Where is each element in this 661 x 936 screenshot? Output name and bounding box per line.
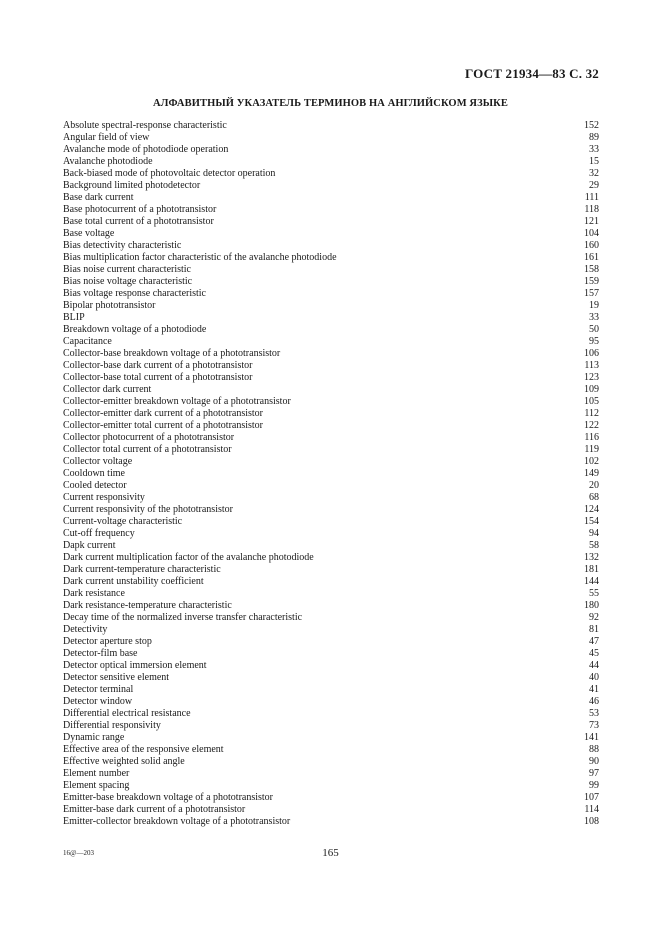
index-entry xyxy=(63,696,599,708)
entry-page: 161 xyxy=(584,251,599,263)
index-entry xyxy=(63,780,599,792)
entry-page: 114 xyxy=(584,803,599,815)
entry-term: Dark resistance-temperature characteristic xyxy=(63,599,232,611)
index-entry xyxy=(63,300,599,312)
entry-page: 111 xyxy=(584,191,599,203)
index-entry xyxy=(63,228,599,240)
entry-term: Base photocurrent of a phototransistor xyxy=(63,203,217,215)
entry-term: Bias noise current characteristic xyxy=(63,263,191,275)
entry-page: 89 xyxy=(589,131,599,143)
entry-term: Collector total current of a phototransistor xyxy=(63,443,232,455)
entry-term: Dark current-temperature characteristic xyxy=(63,563,221,575)
index-entry xyxy=(63,504,599,516)
entry-term: Collector-emitter total current of a phototransistor xyxy=(63,419,264,431)
entry-page: 73 xyxy=(589,719,599,731)
entry-term: Angular field of view xyxy=(63,131,150,143)
index-entry xyxy=(63,408,599,420)
entry-page: 132 xyxy=(584,551,599,563)
index-entry xyxy=(63,216,599,228)
entry-term: Breakdown voltage of a photodiode xyxy=(63,323,207,335)
entry-page: 104 xyxy=(584,227,599,239)
entry-term: Dark current multiplication factor of the avalanche photodiode xyxy=(63,551,314,563)
index-entry xyxy=(63,624,599,636)
document-reference: ГОСТ 21934—83 С. 32 xyxy=(465,66,599,81)
index-entry xyxy=(63,420,599,432)
entry-term: Detector aperture stop xyxy=(63,635,152,647)
entry-term: Bias multiplication factor characteristic of the avalanche photodiode xyxy=(63,251,337,263)
entry-page: 41 xyxy=(589,683,599,695)
index-entry xyxy=(63,180,599,192)
entry-term: Effective area of the responsive element xyxy=(63,743,224,755)
index-entry xyxy=(63,612,599,624)
entry-term: Emitter-collector breakdown voltage of a phototransistor xyxy=(63,815,291,827)
index-entry xyxy=(63,432,599,444)
entry-page: 44 xyxy=(589,659,599,671)
index-entry xyxy=(63,144,599,156)
index-entry xyxy=(63,468,599,480)
index-entry xyxy=(63,240,599,252)
entry-page: 50 xyxy=(589,323,599,335)
entry-term: Detector-film base xyxy=(63,647,138,659)
entry-page: 88 xyxy=(589,743,599,755)
entry-page: 46 xyxy=(589,695,599,707)
entry-page: 19 xyxy=(589,299,599,311)
entry-page: 94 xyxy=(589,527,599,539)
entry-page: 149 xyxy=(584,467,599,479)
index-entry xyxy=(63,288,599,300)
index-entry xyxy=(63,492,599,504)
entry-page: 45 xyxy=(589,647,599,659)
entry-term: Decay time of the normalized inverse transfer characteristic xyxy=(63,611,303,623)
entry-term: Detector optical immersion element xyxy=(63,659,207,671)
entry-page: 141 xyxy=(584,731,599,743)
index-entry xyxy=(63,564,599,576)
index-entry xyxy=(63,276,599,288)
entry-term: Emitter-base breakdown voltage of a phototransistor xyxy=(63,791,274,803)
entry-page: 102 xyxy=(584,455,599,467)
entry-term: Element spacing xyxy=(63,779,130,791)
entry-page: 40 xyxy=(589,671,599,683)
entry-term: Avalanche mode of photodiode operation xyxy=(63,143,229,155)
index-entry xyxy=(63,768,599,780)
print-code: 16@—203 xyxy=(63,849,94,857)
entry-term: Dark current unstability coefficient xyxy=(63,575,204,587)
index-entry xyxy=(63,792,599,804)
entry-term: Background limited photodetector xyxy=(63,179,201,191)
entry-page: 68 xyxy=(589,491,599,503)
index-entry xyxy=(63,264,599,276)
entry-page: 58 xyxy=(589,539,599,551)
entry-term: Collector dark current xyxy=(63,383,152,395)
entry-page: 20 xyxy=(589,479,599,491)
index-entry xyxy=(63,744,599,756)
entry-page: 109 xyxy=(584,383,599,395)
entry-page: 116 xyxy=(584,431,599,443)
entry-term: Detectivity xyxy=(63,623,108,635)
entry-term: Emitter-base dark current of a phototransistor xyxy=(63,803,246,815)
entry-term: Dark resistance xyxy=(63,587,125,599)
entry-term: Current-voltage characteristic xyxy=(63,515,183,527)
index-entry xyxy=(63,384,599,396)
index-entry xyxy=(63,120,599,132)
entry-term: BLIP xyxy=(63,311,85,323)
page-number: 165 xyxy=(322,847,339,859)
entry-page: 81 xyxy=(589,623,599,635)
entry-page: 29 xyxy=(589,179,599,191)
index-entry xyxy=(63,324,599,336)
index-entry xyxy=(63,156,599,168)
entry-term: Detector terminal xyxy=(63,683,134,695)
entry-term: Collector-emitter breakdown voltage of a phototransistor xyxy=(63,395,291,407)
index-entry xyxy=(63,132,599,144)
entry-term: Differential responsivity xyxy=(63,719,161,731)
entry-page: 90 xyxy=(589,755,599,767)
entry-term: Collector-emitter dark current of a phototransistor xyxy=(63,407,264,419)
index-entry xyxy=(63,636,599,648)
entry-term: Back-biased mode of photovoltaic detector operation xyxy=(63,167,276,179)
index-entry xyxy=(63,372,599,384)
entry-term: Cut-off frequency xyxy=(63,527,135,539)
entry-term: Bias voltage response characteristic xyxy=(63,287,206,299)
entry-page: 123 xyxy=(584,371,599,383)
index-entry xyxy=(63,720,599,732)
entry-page: 97 xyxy=(589,767,599,779)
index-entry xyxy=(63,480,599,492)
entry-term: Collector-base total current of a phototransistor xyxy=(63,371,253,383)
entry-term: Detector window xyxy=(63,695,133,707)
entry-page: 118 xyxy=(584,203,599,215)
entry-page: 108 xyxy=(584,815,599,827)
entry-page: 181 xyxy=(584,563,599,575)
entry-page: 180 xyxy=(584,599,599,611)
index-entry xyxy=(63,396,599,408)
index-entry xyxy=(63,708,599,720)
entry-page: 99 xyxy=(589,779,599,791)
entry-page: 15 xyxy=(589,155,599,167)
page-title: АЛФАВИТНЫЙ УКАЗАТЕЛЬ ТЕРМИНОВ НА АНГЛИЙСКОМ ЯЗЫКЕ xyxy=(153,98,508,109)
entry-page: 158 xyxy=(584,263,599,275)
index-entry xyxy=(63,528,599,540)
entry-term: Avalanche photodiode xyxy=(63,155,153,167)
entry-page: 47 xyxy=(589,635,599,647)
entry-term: Dynamic range xyxy=(63,731,125,743)
index-entry xyxy=(63,312,599,324)
index-entry xyxy=(63,540,599,552)
index-entry xyxy=(63,756,599,768)
entry-page: 33 xyxy=(589,311,599,323)
entry-term: Element number xyxy=(63,767,130,779)
index-entry xyxy=(63,516,599,528)
entry-page: 106 xyxy=(584,347,599,359)
entry-page: 119 xyxy=(584,443,599,455)
entry-page: 92 xyxy=(589,611,599,623)
entry-page: 55 xyxy=(589,587,599,599)
entry-page: 33 xyxy=(589,143,599,155)
entry-term: Absolute spectral-response characteristic xyxy=(63,119,227,131)
entry-term: Current responsivity xyxy=(63,491,145,503)
entry-page: 113 xyxy=(584,359,599,371)
entry-page: 95 xyxy=(589,335,599,347)
index-entry xyxy=(63,204,599,216)
entry-page: 154 xyxy=(584,515,599,527)
entry-term: Capacitance xyxy=(63,335,112,347)
index-entry xyxy=(63,552,599,564)
entry-term: Base voltage xyxy=(63,227,115,239)
entry-page: 144 xyxy=(584,575,599,587)
entry-term: Collector photocurrent of a phototransistor xyxy=(63,431,235,443)
index-entry xyxy=(63,576,599,588)
entry-term: Bipolar phototransistor xyxy=(63,299,156,311)
entry-term: Collector-base dark current of a phototransistor xyxy=(63,359,253,371)
index-entry xyxy=(63,804,599,816)
entry-term: Bias noise voltage characteristic xyxy=(63,275,193,287)
index-entry xyxy=(63,192,599,204)
entry-term: Cooldown time xyxy=(63,467,125,479)
entry-term: Base dark current xyxy=(63,191,134,203)
index-entry xyxy=(63,816,599,828)
entry-term: Bias detectivity characteristic xyxy=(63,239,182,251)
entry-page: 160 xyxy=(584,239,599,251)
entry-term: Base total current of a phototransistor xyxy=(63,215,214,227)
index-entry xyxy=(63,588,599,600)
entry-page: 105 xyxy=(584,395,599,407)
entry-page: 112 xyxy=(584,407,599,419)
index-entry xyxy=(63,336,599,348)
index-entry xyxy=(63,360,599,372)
entry-term: Collector-base breakdown voltage of a phototransistor xyxy=(63,347,281,359)
entry-term: Cooled detector xyxy=(63,479,127,491)
entry-page: 107 xyxy=(584,791,599,803)
entry-page: 53 xyxy=(589,707,599,719)
entry-term: Differential electrical resistance xyxy=(63,707,191,719)
entry-page: 32 xyxy=(589,167,599,179)
entry-page: 159 xyxy=(584,275,599,287)
entry-term: Effective weighted solid angle xyxy=(63,755,185,767)
index-entry xyxy=(63,600,599,612)
term-index-list xyxy=(63,120,599,828)
entry-page: 122 xyxy=(584,419,599,431)
index-entry xyxy=(63,648,599,660)
entry-page: 121 xyxy=(584,215,599,227)
index-entry xyxy=(63,672,599,684)
index-entry xyxy=(63,732,599,744)
entry-page: 124 xyxy=(584,503,599,515)
index-entry xyxy=(63,444,599,456)
entry-page: 152 xyxy=(584,119,599,131)
entry-term: Collector voltage xyxy=(63,455,133,467)
entry-term: Current responsivity of the phototransistor xyxy=(63,503,233,515)
entry-term: Detector sensitive element xyxy=(63,671,170,683)
index-entry xyxy=(63,684,599,696)
index-entry xyxy=(63,660,599,672)
index-entry xyxy=(63,456,599,468)
entry-term: Dapk current xyxy=(63,539,116,551)
entry-page: 157 xyxy=(584,287,599,299)
index-entry xyxy=(63,252,599,264)
index-entry xyxy=(63,348,599,360)
index-entry xyxy=(63,168,599,180)
